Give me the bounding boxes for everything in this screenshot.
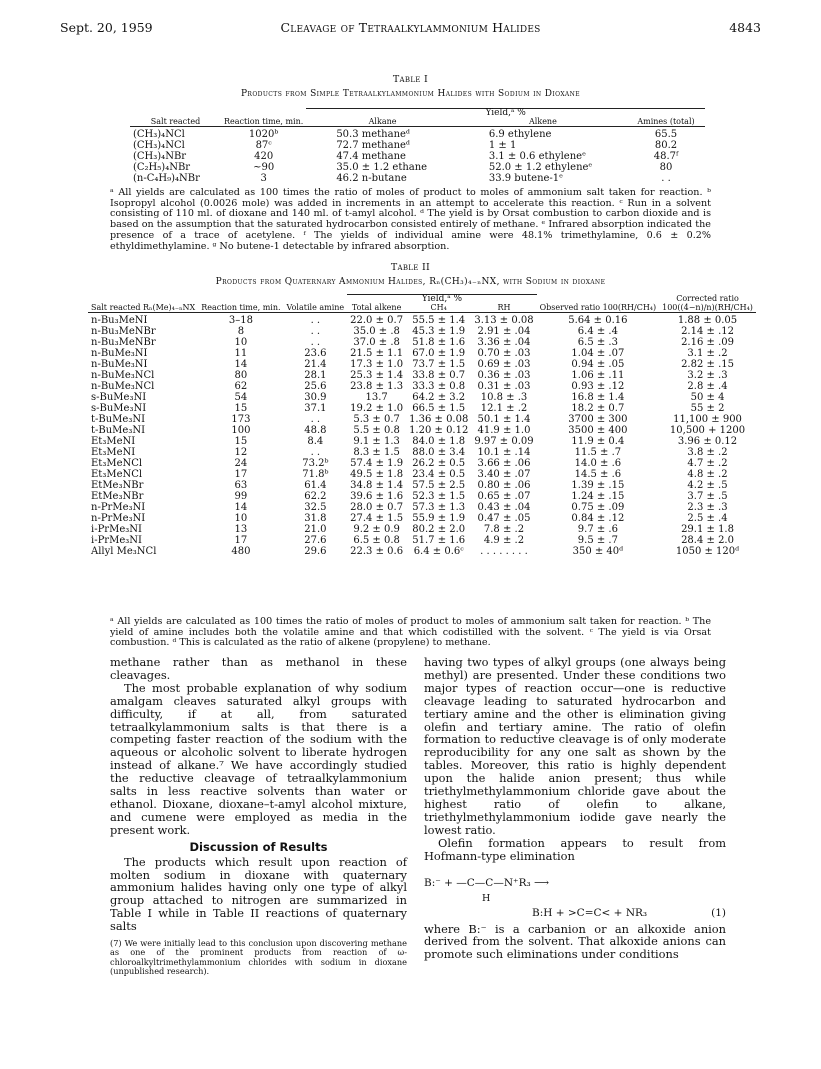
t2-cell-rh: 10.1 ± .14	[477, 447, 531, 458]
t2-cell-total: 28.0 ± 0.7	[350, 502, 404, 513]
t2-head-obs: Observed ratio 100(RH/CH₄)	[539, 302, 657, 312]
t2-cell-volatile: . .	[310, 315, 321, 326]
t2-row	[88, 337, 756, 348]
t2-cell-total: 9.1 ± 1.3	[353, 436, 400, 447]
t2-row	[88, 381, 756, 392]
t2-head-total: Total alkene	[351, 302, 402, 312]
left-p1: methane rather than as methanol in these cleavages.	[110, 655, 407, 682]
t2-cell-obs: 1.06 ± .11	[571, 370, 625, 381]
t2-cell-salt: Allyl Me₃NCl	[91, 546, 157, 557]
t2-row	[88, 359, 756, 370]
t2-cell-rh: 3.40 ± .07	[477, 469, 531, 480]
t2-cell-salt: n-BuMe₃NI	[91, 348, 148, 359]
t2-cell-salt: n-Bu₃MeNBr	[91, 326, 156, 337]
t2-cell-salt: n-BuMe₃NCl	[91, 370, 155, 381]
t2-cell-rh: 0.70 ± .03	[477, 348, 531, 359]
t2-cell-corr: 1050 ± 120ᵈ	[675, 546, 740, 557]
t2-cell-rh: 0.65 ± .07	[477, 491, 531, 502]
t2-cell-time: 173	[231, 414, 251, 425]
t2-cell-obs: 16.8 ± 1.4	[571, 392, 625, 403]
t2-cell-salt: Et₃MeNCl	[91, 469, 143, 480]
t1-row	[130, 151, 705, 162]
t2-cell-ch4: 1.20 ± 0.12	[409, 425, 469, 436]
t2-cell-salt: s-BuMe₃NI	[91, 403, 147, 414]
t2-cell-time: 24	[234, 458, 248, 469]
t1-cell-alkene: 1 ± 1	[488, 140, 517, 151]
t1-cell-time: 87ᶜ	[255, 140, 272, 151]
eq-h: H	[482, 892, 491, 904]
t2-cell-ch4: 57.5 ± 2.5	[412, 480, 466, 491]
t2-cell-obs: 14.0 ± .6	[574, 458, 622, 469]
t2-cell-volatile: 25.6	[304, 381, 327, 392]
t2-cell-ch4: 51.8 ± 1.6	[412, 337, 466, 348]
eq-left: B:⁻ + —C—C—N⁺R₃ ⟶	[424, 876, 550, 889]
t2-cell-obs: 0.75 ± .09	[571, 502, 625, 513]
t2-cell-ch4: 1.36 ± 0.08	[409, 414, 469, 425]
t2-cell-volatile: 62.2	[304, 491, 327, 502]
t1-head-alkene: Alkene	[529, 116, 557, 126]
t2-cell-salt: s-BuMe₃NI	[91, 392, 147, 403]
t1-head-time: Reaction time, min.	[224, 116, 304, 126]
t1-cell-time: 420	[254, 151, 274, 162]
t2-cell-rh: 12.1 ± .2	[480, 403, 528, 414]
right-p1: having two types of alkyl groups (one always being methyl) are presented. Under these conditions two major types of reaction occur—one is reductive cleavage leading to saturated hydrocarbon and tertiary amine and the other is elimination giving olefin and tertiary amine. The ratio of olefin formation to reductive cleavage is of only moderate reproducibility for any one salt as shown by the tables. Moreover, this ratio is highly dependent upon the halide anion present; thus while triethylmethylammonium chloride gave about the highest ratio of olefin to alkane, triethylmethylammonium iodide gave nearly the lowest ratio.	[424, 655, 726, 837]
t2-cell-volatile: 29.6	[304, 546, 327, 557]
t2-head-corr: Corrected ratio	[676, 294, 739, 303]
t2-row	[88, 447, 756, 458]
t2-cell-ch4: 67.0 ± 1.9	[412, 348, 466, 359]
t2-cell-total: 22.0 ± 0.7	[350, 315, 404, 326]
t2-cell-time: 100	[231, 425, 251, 436]
t2-row	[88, 502, 756, 513]
t2-cell-time: 14	[234, 502, 248, 513]
t1-row	[130, 129, 705, 140]
t2-cell-ch4: 57.3 ± 1.3	[412, 502, 466, 513]
t2-cell-obs: 0.93 ± .12	[571, 381, 625, 392]
t2-cell-obs: 5.64 ± 0.16	[568, 315, 628, 326]
t2-cell-obs: 1.04 ± .07	[571, 348, 625, 359]
t2-cell-corr: 3.1 ± .2	[687, 348, 728, 359]
t2-row	[88, 315, 756, 326]
t1-cell-salt: (CH₃)₄NCl	[133, 140, 185, 151]
t2-cell-corr: 3.8 ± .2	[687, 447, 728, 458]
t2-cell-rh: 2.91 ± .04	[477, 326, 531, 337]
t2-cell-corr: 11,100 ± 900	[673, 414, 742, 425]
t2-cell-total: 49.5 ± 1.8	[350, 469, 404, 480]
t2-cell-time: 11	[234, 348, 248, 359]
t1-head-amines: Amines (total)	[637, 116, 695, 126]
t2-cell-total: 8.3 ± 1.5	[353, 447, 400, 458]
t2-cell-ch4: 80.2 ± 2.0	[412, 524, 466, 535]
t2-cell-volatile: . .	[310, 337, 321, 348]
t2-cell-corr: 2.8 ± .4	[687, 381, 728, 392]
t1-cell-salt: (C₂H₅)₄NBr	[133, 162, 191, 173]
table1	[130, 108, 705, 184]
t2-cell-corr: 50 ± 4	[690, 392, 725, 403]
t2-cell-obs: 18.2 ± 0.7	[571, 403, 625, 414]
t2-row	[88, 436, 756, 447]
t2-cell-salt: n-PrMe₃NI	[91, 502, 146, 513]
t2-cell-ch4: 33.8 ± 0.7	[412, 370, 466, 381]
t2-cell-time: 8	[237, 326, 245, 337]
t2-cell-salt: i-PrMe₃NI	[91, 535, 142, 546]
t2-head-salt: Salt reacted Rₙ(Me)₄₋ₙNX	[91, 302, 196, 312]
t2-cell-ch4: 88.0 ± 3.4	[412, 447, 466, 458]
t2-cell-volatile: . .	[310, 447, 321, 458]
t2-cell-ch4: 45.3 ± 1.9	[412, 326, 466, 337]
t2-cell-time: 62	[234, 381, 248, 392]
t2-cell-ch4: 66.5 ± 1.5	[412, 403, 466, 414]
t2-cell-obs: 3700 ± 300	[568, 414, 628, 425]
t2-cell-salt: n-Bu₃MeNBr	[91, 337, 156, 348]
t1-head-yield: Yield,ᵃ %	[306, 109, 705, 118]
t2-cell-obs: 0.84 ± .12	[571, 513, 625, 524]
t2-cell-volatile: 27.6	[304, 535, 327, 546]
table1-footnote: ᵃ All yields are calculated as 100 times the ratio of moles of product to moles of ammonium salt taken for reaction. ᵇ Isopropyl alcohol (0.0026 mole) was added in increments in an attempt to accelerate this reaction. ᶜ Run in a solvent consisting of 110 ml. of dioxane and 140 ml. of t-amyl alcohol. ᵈ The yield is by Orsat combustion to carbon dioxide and is based on the assumption that the saturated hydrocarbon consisted entirely of methane. ᵉ Infrared absorption indicated the presence of a trace of acetylene. ᶠ The yields of individual amine were 48.1% trimethylamine, 0.6 ± 0.2% ethyldimethylamine. ᵍ No butene-1 detectable by infrared absorption.	[110, 187, 711, 252]
t2-head-volatile: Volatile amine	[286, 302, 345, 312]
t2-cell-time: 480	[231, 546, 251, 557]
t2-cell-ch4: 52.3 ± 1.5	[412, 491, 466, 502]
t2-cell-ch4: 73.7 ± 1.5	[412, 359, 466, 370]
t2-cell-total: 23.8 ± 1.3	[350, 381, 404, 392]
t2-row	[88, 425, 756, 436]
t1-cell-amines: . .	[661, 173, 671, 184]
t2-cell-salt: EtMe₃NBr	[91, 480, 144, 491]
t2-row	[88, 326, 756, 337]
right-p2: Olefin formation appears to result from Hofmann-type elimination	[424, 835, 726, 863]
t2-cell-time: 10	[234, 337, 248, 348]
t2-cell-rh: 0.69 ± .03	[477, 359, 531, 370]
t2-row	[88, 480, 756, 491]
t2-cell-volatile: 30.9	[304, 392, 327, 403]
t2-cell-corr: 55 ± 2	[690, 403, 725, 414]
t2-cell-total: 35.0 ± .8	[353, 326, 400, 337]
t2-cell-salt: n-BuMe₃NI	[91, 359, 148, 370]
t2-cell-rh: . . . . . . . .	[480, 546, 528, 557]
t2-cell-time: 99	[234, 491, 248, 502]
t2-cell-volatile: 28.1	[304, 370, 327, 381]
t2-cell-corr: 2.3 ± .3	[687, 502, 728, 513]
t2-cell-salt: Et₃MeNI	[91, 436, 136, 447]
t2-cell-volatile: 32.5	[304, 502, 327, 513]
header-date: Sept. 20, 1959	[60, 20, 153, 35]
t2-row	[88, 491, 756, 502]
t2-cell-time: 17	[234, 469, 248, 480]
t2-head-rh: RH	[497, 302, 511, 312]
t1-head-salt: Salt reacted	[150, 116, 201, 126]
t1-cell-alkane: 35.0 ± 1.2 ethane	[336, 162, 428, 173]
t2-cell-corr: 3.7 ± .5	[687, 491, 728, 502]
t2-cell-ch4: 64.2 ± 3.2	[412, 392, 466, 403]
t2-cell-volatile: 37.1	[304, 403, 327, 414]
t1-cell-alkane: 72.7 methaneᵈ	[336, 140, 410, 151]
table1-title: Products from Simple Tetraalkylammonium Halides with Sodium in Dioxane	[240, 89, 581, 99]
t2-cell-ch4: 84.0 ± 1.8	[412, 436, 466, 447]
t2-cell-total: 37.0 ± .8	[353, 337, 400, 348]
t1-head-alkane: Alkane	[368, 116, 397, 126]
t2-head-corr2: 100((4−n)/n)(RH/CH₄)	[662, 302, 753, 312]
t2-cell-salt: n-Bu₃MeNI	[91, 315, 148, 326]
t2-cell-obs: 6.5 ± .3	[577, 337, 618, 348]
t2-cell-time: 80	[234, 370, 248, 381]
footnote-7: (7) We were initially lead to this conclusion upon discovering methane as one of the prominent products from reaction of ω-chloroalkyltrimethylammonium chlorides with sodium in dioxane (unpublished research).	[110, 938, 407, 977]
t2-cell-time: 17	[234, 535, 248, 546]
t2-cell-rh: 3.13 ± 0.08	[474, 315, 534, 326]
header-title: Cleavage of Tetraalkylammonium Halides	[280, 20, 541, 35]
t2-cell-obs: 9.7 ± .6	[577, 524, 618, 535]
t1-cell-time: ~90	[253, 162, 275, 173]
t2-cell-total: 5.3 ± 0.7	[353, 414, 400, 425]
t2-cell-total: 39.6 ± 1.6	[350, 491, 404, 502]
t1-cell-amines: 80	[659, 162, 673, 173]
t2-cell-total: 25.3 ± 1.4	[350, 370, 404, 381]
t2-cell-rh: 7.8 ± .2	[483, 524, 525, 535]
t2-cell-salt: EtMe₃NBr	[91, 491, 144, 502]
t2-cell-time: 63	[234, 480, 248, 491]
t2-cell-ch4: 51.7 ± 1.6	[412, 535, 466, 546]
t2-cell-rh: 4.9 ± .2	[483, 535, 525, 546]
t2-cell-corr: 10,500 + 1200	[669, 425, 746, 436]
t2-cell-time: 54	[234, 392, 248, 403]
t2-cell-corr: 2.16 ± .09	[681, 337, 734, 348]
table2-caption: Table II	[390, 262, 431, 273]
t2-head-yield: Yield,ᵃ %	[347, 295, 536, 304]
t2-cell-corr: 3.2 ± .3	[687, 370, 728, 381]
t2-cell-time: 15	[234, 436, 248, 447]
t2-cell-total: 22.3 ± 0.6	[350, 546, 404, 557]
t2-cell-time: 15	[234, 403, 248, 414]
t2-cell-obs: 14.5 ± .6	[574, 469, 622, 480]
t2-cell-rh: 0.80 ± .06	[477, 480, 531, 491]
t2-row	[88, 370, 756, 381]
t1-row	[130, 162, 705, 173]
t2-row	[88, 348, 756, 359]
t1-row	[130, 140, 705, 151]
t1-cell-alkane: 46.2 n-butane	[336, 173, 407, 184]
t2-row	[88, 535, 756, 546]
equation-1	[424, 863, 726, 923]
t2-cell-time: 12	[234, 447, 248, 458]
t2-cell-salt: t-BuMe₃NI	[91, 414, 146, 425]
t2-cell-corr: 2.82 ± .15	[681, 359, 734, 370]
table2-title: Products from Quaternary Ammonium Halides, Rₙ(CH₃)₄₋ₙNX, with Sodium in dioxane	[215, 277, 606, 287]
t2-cell-rh: 0.47 ± .05	[477, 513, 531, 524]
t2-cell-ch4: 26.2 ± 0.5	[412, 458, 466, 469]
t2-cell-obs: 3500 ± 400	[568, 425, 628, 436]
t2-cell-obs: 1.24 ± .15	[571, 491, 625, 502]
t2-cell-rh: 50.1 ± 1.4	[477, 414, 531, 425]
t2-cell-obs: 0.94 ± .05	[571, 359, 625, 370]
t2-cell-time: 13	[234, 524, 248, 535]
t2-cell-total: 17.3 ± 1.0	[350, 359, 404, 370]
t1-cell-alkene: 33.9 butene-1ᵉ	[488, 173, 564, 184]
left-p3: The products which result upon reaction of molten sodium in dioxane with quaternary ammonium halides having only one type of alkyl group attached to nitrogen are summarized in Table I while in Table II reactions of quaternary salts	[110, 854, 407, 934]
t2-cell-salt: Et₃MeNCl	[91, 458, 143, 469]
t2-cell-corr: 4.2 ± .5	[687, 480, 728, 491]
t2-cell-corr: 3.96 ± 0.12	[677, 436, 738, 447]
eq-number: (1)	[711, 906, 726, 919]
t1-cell-salt: (CH₃)₄NBr	[133, 151, 187, 162]
t2-cell-volatile: 23.6	[304, 348, 327, 359]
t2-cell-volatile: 31.8	[304, 513, 327, 524]
t2-cell-total: 21.5 ± 1.1	[350, 348, 404, 359]
t1-cell-alkane: 47.4 methane	[336, 151, 406, 162]
t2-cell-corr: 2.14 ± .12	[681, 326, 734, 337]
t1-cell-amines: 80.2	[654, 140, 678, 151]
t2-cell-rh: 3.36 ± .04	[477, 337, 531, 348]
table2	[88, 294, 756, 557]
t2-cell-total: 27.4 ± 1.5	[350, 513, 404, 524]
t2-head-ch4: CH₄	[430, 302, 447, 312]
t2-cell-salt: n-PrMe₃NI	[91, 513, 146, 524]
t2-cell-obs: 6.4 ± .4	[577, 326, 618, 337]
t2-cell-salt: t-BuMe₃NI	[91, 425, 146, 436]
t2-cell-total: 6.5 ± 0.8	[353, 535, 400, 546]
t2-cell-volatile: 61.4	[304, 480, 327, 491]
t2-cell-rh: 9.97 ± 0.09	[474, 436, 534, 447]
t1-cell-amines: 65.5	[654, 129, 678, 140]
t1-cell-amines: 48.7ᶠ	[653, 151, 679, 162]
t2-cell-total: 13.7	[365, 392, 388, 403]
t1-cell-time: 1020ᵇ	[248, 129, 279, 140]
t2-cell-volatile: 8.4	[307, 436, 324, 447]
t1-cell-alkene: 52.0 ± 1.2 ethyleneᵉ	[488, 162, 593, 173]
t2-cell-corr: 1.88 ± 0.05	[677, 315, 738, 326]
t2-cell-ch4: 23.4 ± 0.5	[412, 469, 466, 480]
t2-cell-corr: 2.5 ± .4	[687, 513, 728, 524]
t2-cell-volatile: . .	[310, 326, 321, 337]
t2-row	[88, 469, 756, 480]
left-p2: The most probable explanation of why sodium amalgam cleaves saturated alkyl groups with difficulty, if at all, from saturated tetraalkylammonium salts is that there is a competing faster reaction of the sodium with the aqueous or alcoholic solvent to liberate hydrogen instead of alkane.⁷ We have accordingly studied the reductive cleavage of tetraalkylammonium salts in less reactive solvents than water or ethanol. Dioxane, dioxane–t-amyl alcohol mixture, and cumene were employed as media in the present work.	[110, 680, 407, 837]
t2-cell-ch4: 55.5 ± 1.4	[412, 315, 466, 326]
t2-cell-ch4: 55.9 ± 1.9	[412, 513, 466, 524]
t2-cell-rh: 41.9 ± 1.0	[477, 425, 531, 436]
t2-row	[88, 546, 756, 557]
t1-row	[130, 173, 705, 184]
section-heading: Discussion of Results	[189, 839, 328, 854]
right-p3: where B:⁻ is a carbanion or an alkoxide anion derived from the solvent. That alkoxide anions can promote such eliminations under conditions	[424, 921, 726, 962]
t2-cell-obs: 11.5 ± .7	[574, 447, 622, 458]
t1-cell-alkane: 50.3 methaneᵈ	[336, 129, 410, 140]
t2-cell-corr: 4.8 ± .2	[687, 469, 728, 480]
t2-cell-volatile: 21.4	[304, 359, 327, 370]
t2-cell-rh: 0.43 ± .04	[477, 502, 531, 513]
t2-cell-total: 9.2 ± 0.9	[353, 524, 400, 535]
t2-cell-volatile: 48.8	[304, 425, 327, 436]
t2-cell-ch4: 33.3 ± 0.8	[412, 381, 466, 392]
table2-footnote: ᵃ All yields are calculated as 100 times the ratio of moles of product to moles of ammonium salt taken for reaction. ᵇ The yield of amine includes both the volatile amine and that which codistilled with the solvent. ᶜ The yield is via Orsat combustion. ᵈ This is calculated as the ratio of alkene (propylene) to methane.	[110, 616, 711, 649]
t2-row	[88, 403, 756, 414]
t2-row	[88, 392, 756, 403]
t2-cell-corr: 28.4 ± 2.0	[681, 535, 734, 546]
t2-cell-obs: 350 ± 40ᵈ	[572, 546, 624, 557]
t2-cell-volatile: 73.2ᵇ	[302, 458, 329, 469]
t2-cell-corr: 4.7 ± .2	[687, 458, 728, 469]
t2-row	[88, 458, 756, 469]
t2-cell-total: 19.2 ± 1.0	[350, 403, 404, 414]
t2-cell-time: 3–18	[228, 315, 253, 326]
t1-cell-alkene: 3.1 ± 0.6 ethyleneᵉ	[488, 151, 586, 162]
t2-cell-rh: 0.31 ± .03	[477, 381, 531, 392]
t2-cell-time: 10	[234, 513, 248, 524]
t2-row	[88, 524, 756, 535]
t2-cell-rh: 0.36 ± .03	[477, 370, 531, 381]
t1-cell-salt: (n-C₄H₉)₄NBr	[133, 173, 200, 184]
t2-cell-corr: 29.1 ± 1.8	[681, 524, 734, 535]
page-number: 4843	[729, 20, 761, 35]
t2-head-time: Reaction time, min.	[201, 302, 281, 312]
t2-cell-obs: 11.9 ± 0.4	[571, 436, 625, 447]
table1-caption: Table I	[392, 74, 429, 85]
t2-row	[88, 414, 756, 425]
t2-row	[88, 513, 756, 524]
t2-cell-rh: 3.66 ± .06	[477, 458, 531, 469]
t2-cell-salt: i-PrMe₃NI	[91, 524, 142, 535]
t2-cell-volatile: 71.8ᵇ	[302, 469, 329, 480]
t2-cell-total: 34.8 ± 1.4	[350, 480, 404, 491]
t2-cell-obs: 9.5 ± .7	[577, 535, 618, 546]
t1-cell-salt: (CH₃)₄NCl	[133, 129, 185, 140]
t2-cell-total: 57.4 ± 1.9	[350, 458, 404, 469]
t2-cell-ch4: 6.4 ± 0.6ᶜ	[413, 546, 464, 557]
t1-cell-alkene: 6.9 ethylene	[488, 129, 552, 140]
t2-cell-salt: n-BuMe₃NCl	[91, 381, 155, 392]
t2-cell-total: 5.5 ± 0.8	[353, 425, 400, 436]
t1-cell-time: 3	[260, 173, 267, 184]
t2-cell-volatile: 21.0	[304, 524, 327, 535]
left-column	[110, 656, 407, 977]
eq-right: B:H + >C=C< + NR₃	[532, 906, 648, 919]
right-column	[424, 656, 726, 961]
running-header	[60, 20, 761, 40]
t2-cell-volatile: . .	[310, 414, 321, 425]
t2-cell-salt: Et₃MeNI	[91, 447, 136, 458]
t2-cell-obs: 1.39 ± .15	[571, 480, 625, 491]
t2-cell-time: 14	[234, 359, 248, 370]
t2-cell-rh: 10.8 ± .3	[480, 392, 528, 403]
